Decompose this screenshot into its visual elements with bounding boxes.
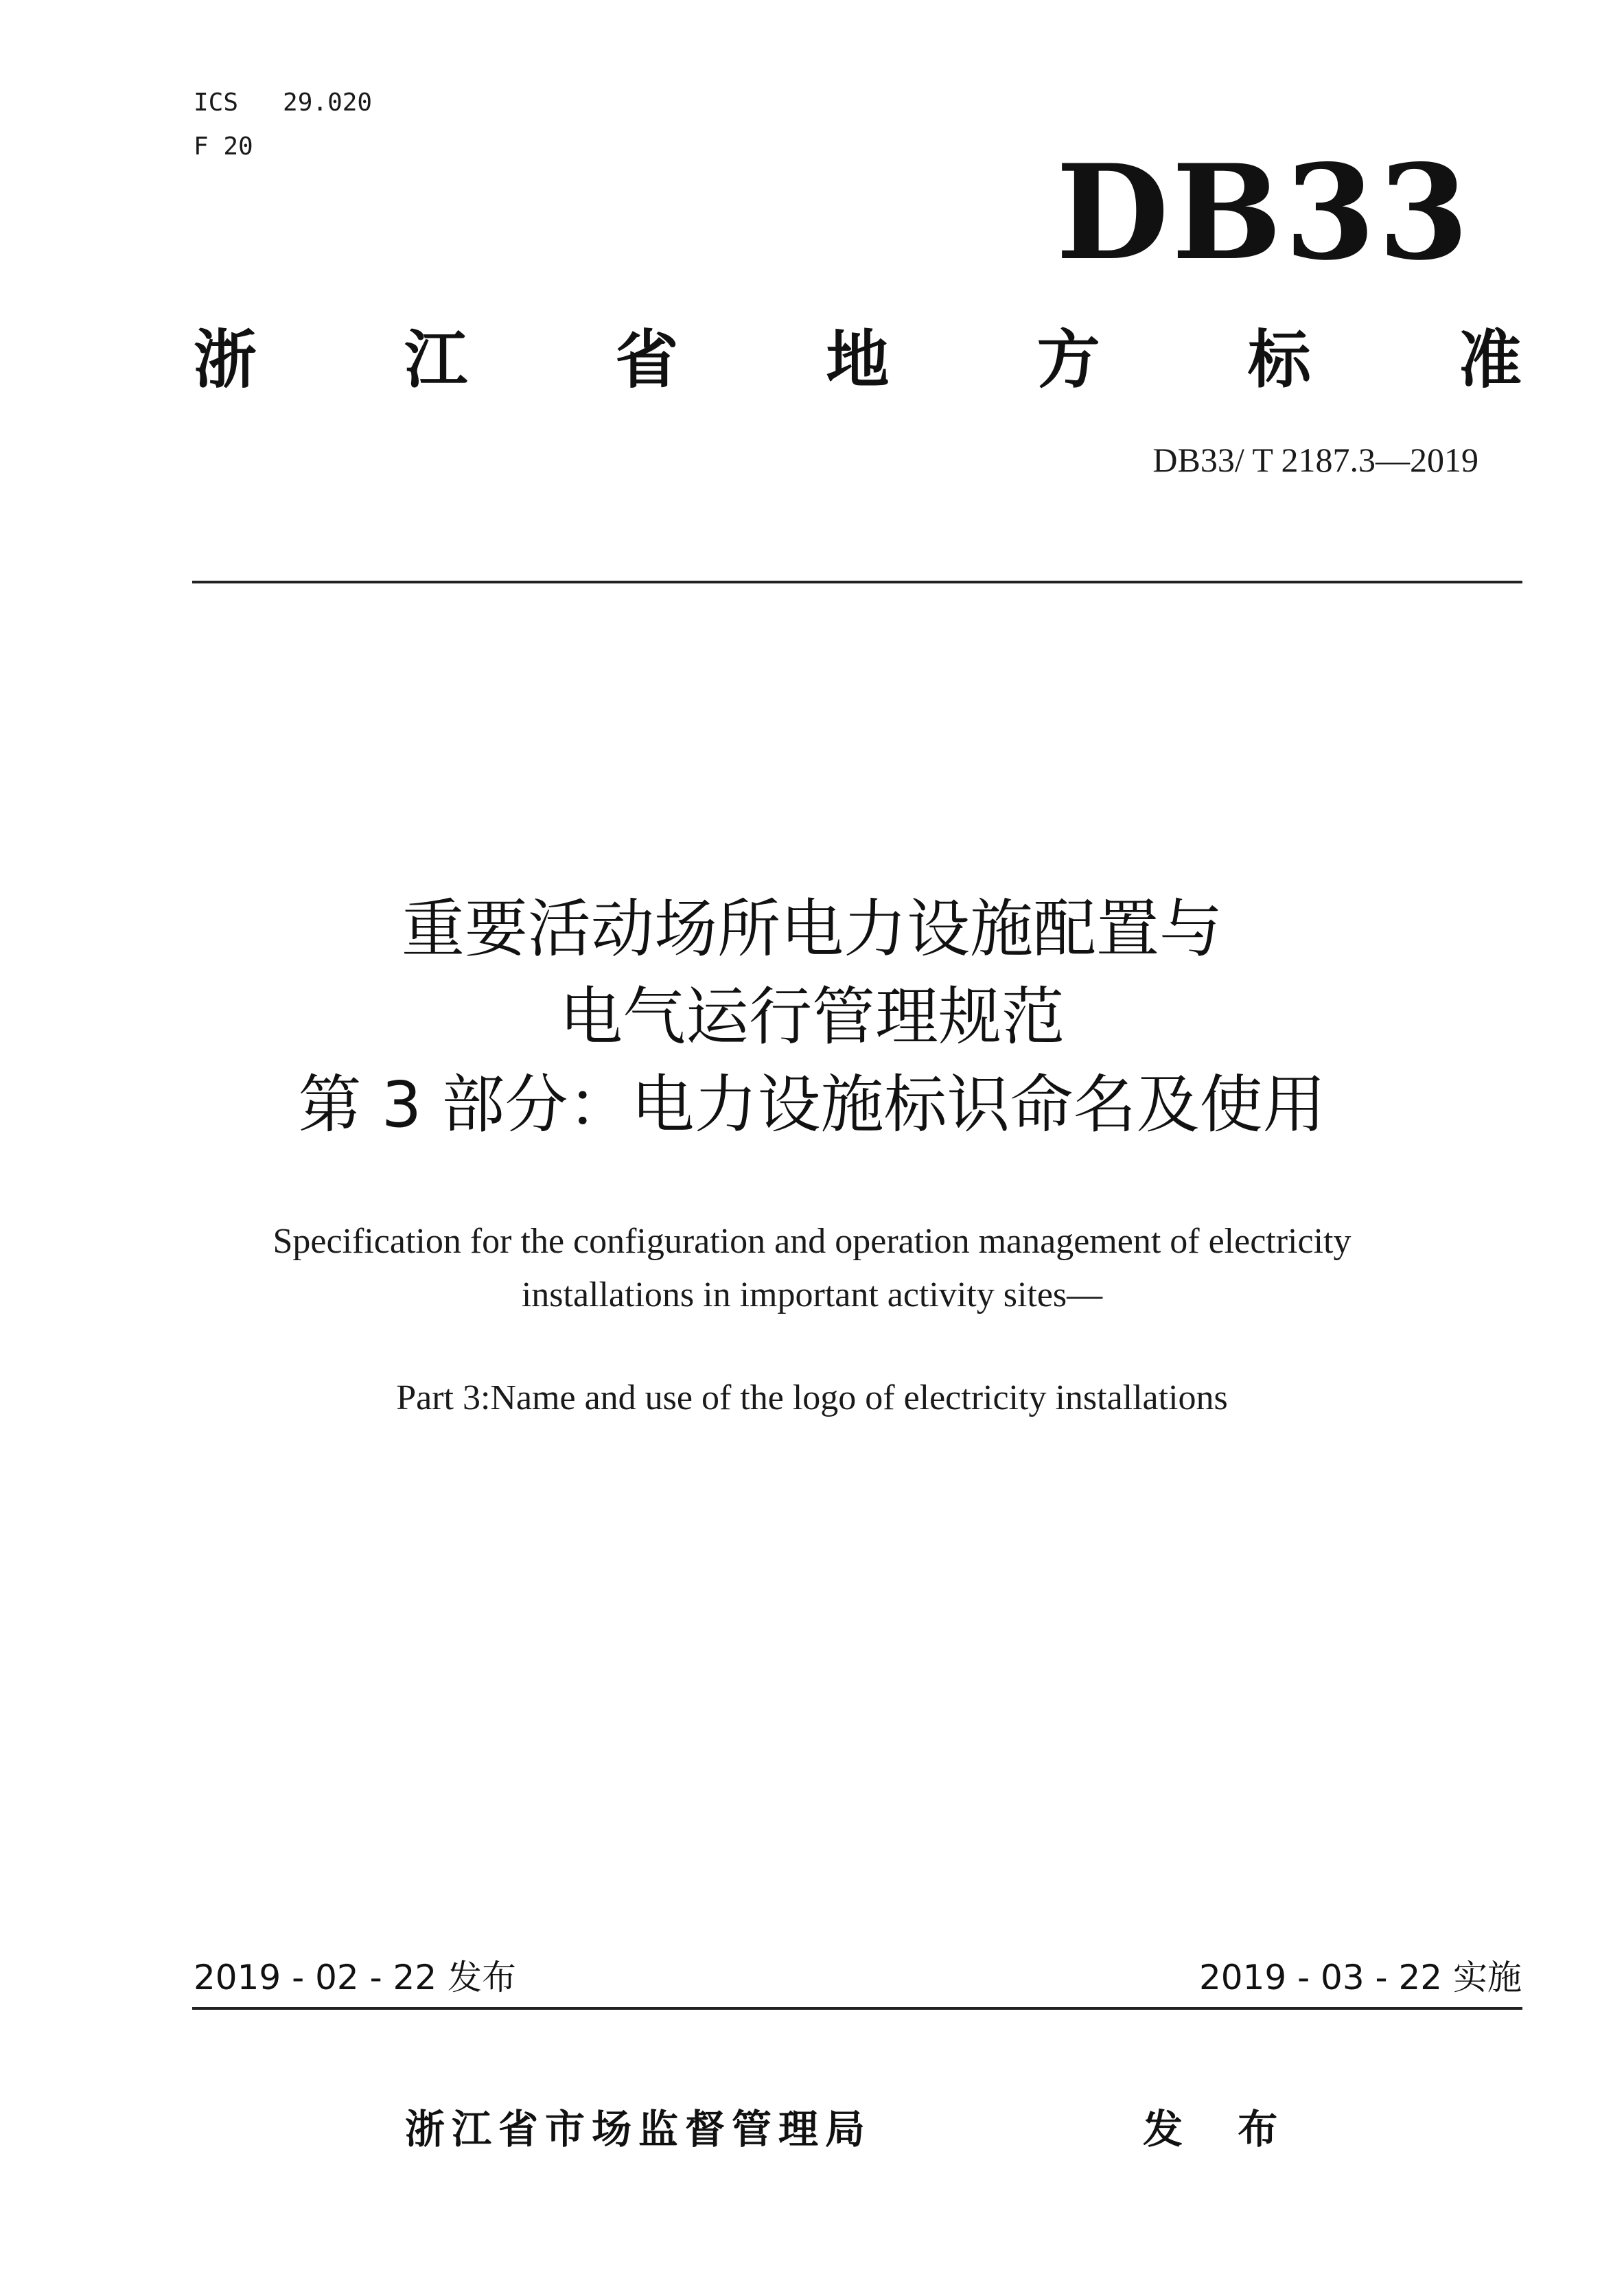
db33-logo: DB33 [1056, 136, 1472, 289]
standard-type-char: 浙 [194, 323, 257, 397]
chinese-title-line: 电气运行管理规范 [559, 980, 1065, 1054]
english-title-line: Specification for the configuration and operation management of electricity [272, 1222, 1352, 1261]
bottom-divider [192, 2007, 1522, 2010]
publish-date: 2019 - 02 - 22 发布 [194, 1958, 517, 1997]
implement-date: 2019 - 03 - 22 实施 [1198, 1958, 1522, 1997]
standard-type-heading [194, 323, 1522, 398]
english-part-title: Part 3:Name and use of the logo of electricity installations [396, 1378, 1228, 1417]
issuing-authority: 浙江省市场监督管理局 [405, 2106, 872, 2153]
standard-type-char: 准 [1458, 323, 1522, 397]
ccs-code: F 20 [194, 132, 253, 161]
chinese-title-line: 重要活动场所电力设施配置与 [401, 892, 1222, 966]
english-title [0, 1215, 1624, 1322]
standard-type-char: 标 [1247, 323, 1311, 397]
ics-code: ICS 29.020 [194, 89, 373, 117]
standard-type-char: 省 [615, 323, 679, 397]
standard-type-char: 地 [826, 323, 890, 397]
issue-label: 发 布 [1143, 2106, 1299, 2153]
english-title-line: installations in important activity sites— [521, 1275, 1103, 1314]
chinese-title [0, 885, 1624, 1149]
date-row [194, 1953, 1522, 2002]
standard-number: DB33/ T 2187.3—2019 [1152, 441, 1478, 479]
chinese-title-line: 第 3 部分：电力设施标识命名及使用 [298, 1068, 1326, 1141]
standard-type-char: 江 [404, 323, 468, 397]
standard-type-char: 方 [1036, 323, 1100, 397]
classification-codes [194, 81, 372, 169]
top-divider [192, 581, 1522, 583]
